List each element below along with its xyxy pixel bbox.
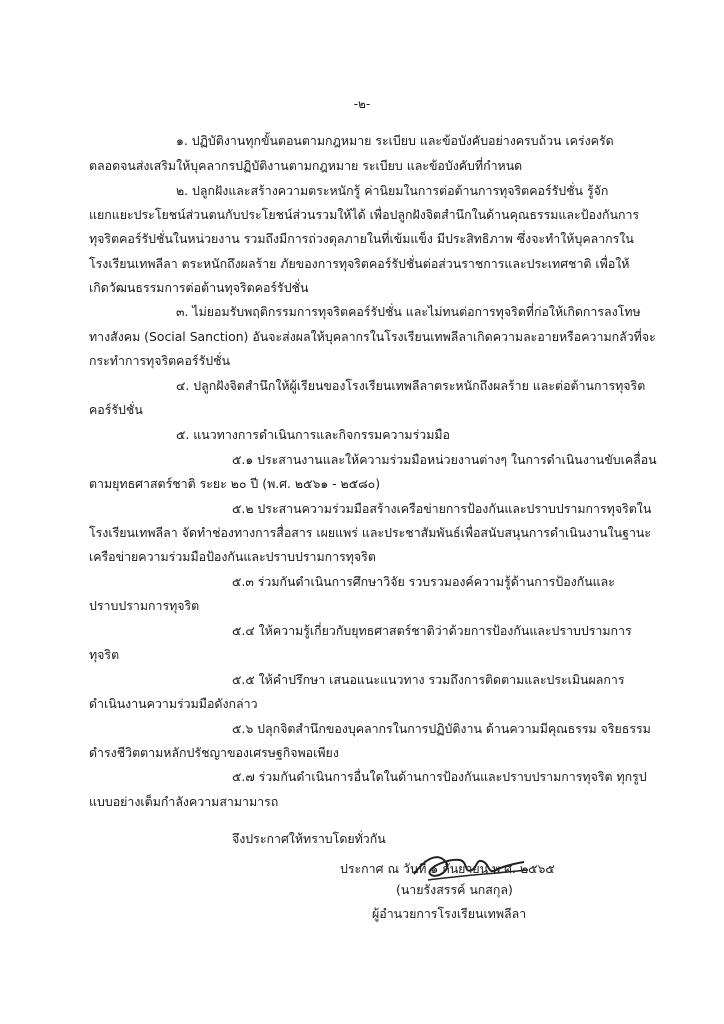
- text-line: ๔. ปลูกฝังจิตสำนึกให้ผู้เรียนของโรงเรียนเทพลีลาตระหนักถึงผลร้าย และต่อต้านการทุจริต: [176, 378, 646, 393]
- text-line: เครือข่ายความร่วมมือป้องกันและปราบปรามการทุจริต: [89, 549, 376, 564]
- text-line: ๕.๕ ให้คำปรึกษา เสนอแนะแนวทาง รวมถึงการติดตามและประเมินผลการ: [232, 672, 625, 687]
- text-line: ๕.๗ ร่วมกันดำเนินการอื่นใดในด้านการป้องกันและปราบปรามการทุจริต ทุกรูป: [232, 769, 647, 784]
- text-line: ปราบปรามการทุจริต: [89, 598, 200, 613]
- text-line: ๓. ไม่ยอมรับพฤติกรรมการทุจริตคอร์รัปชั่น และไม่ทนต่อการทุจริตที่ก่อให้เกิดการลงโทษ: [176, 304, 641, 319]
- text-line: โรงเรียนเทพลีลา ตระหนักถึงผลร้าย ภัยของการทุจริตคอร์รัปชั่นต่อส่วนราชการและประเทศชาติ เพื่อให้: [89, 256, 630, 271]
- text-line: ตลอดจนส่งเสริมให้บุคลากรปฏิบัติงานตามกฎหมาย ระเบียบ และข้อบังคับที่กำหนด: [89, 158, 523, 173]
- page-number: -๒-: [353, 97, 371, 111]
- text-line: แยกแยะประโยชน์ส่วนตนกับประโยชน์ส่วนรวมให้ได้ เพื่อปลูกฝังจิตสำนึกในด้านคุณธรรมและป้องกันการ: [89, 207, 640, 222]
- text-line: ๕.๓ ร่วมกันดำเนินการศึกษาวิจัย รวบรวมองค์ความรู้ด้านการป้องกันและ: [232, 574, 615, 589]
- text-line: คอร์รัปชั่น: [89, 402, 143, 417]
- text-line: ดำรงชีวิตตามหลักปรัชญาของเศรษฐกิจพอเพียง: [89, 745, 339, 760]
- text-line: ๒. ปลูกฝังและสร้างความตระหนักรู้ ค่านิยมในการต่อต้านการทุจริตคอร์รัปชั่น รู้จัก: [176, 183, 609, 198]
- text-line: ๑. ปฏิบัติงานทุกขั้นตอนตามกฎหมาย ระเบียบ และข้อบังคับอย่างครบถ้วน เคร่งครัด: [176, 133, 614, 148]
- text-line: ๕.๖ ปลุกจิตสำนึกของบุคลากรในการปฏิบัติงาน ด้านความมีคุณธรรม จริยธรรม: [232, 721, 651, 736]
- closing-statement: จึงประกาศให้ทราบโดยทั่วกัน: [232, 831, 386, 846]
- text-line: แบบอย่างเต็มกำลังความสามามารถ: [89, 794, 279, 809]
- text-line: กระทำการทุจริตคอร์รัปชั่น: [89, 353, 230, 368]
- text-line: ทุจริต: [89, 647, 120, 662]
- text-line: ๕.๑ ประสานงานและให้ความร่วมมือหน่วยงานต่างๆ ในการดำเนินงานขับเคลื่อน: [232, 452, 657, 467]
- text-line: ทุจริตคอร์รัปชั่นในหน่วยงาน รวมถึงมีการถ่วงดุลภายในที่เข้มแข็ง มีประสิทธิภาพ ซึ่งจะทำให้บุคลากรใน: [89, 231, 634, 246]
- text-line: ๕.๔ ให้ความรู้เกี่ยวกับยุทธศาสตร์ชาติว่าด้วยการป้องกันและปราบปรามการ: [232, 623, 632, 638]
- signatory-name: (นายรังสรรค์ นกสกุล): [396, 882, 513, 897]
- text-line: ทางสังคม (Social Sanction) อันจะส่งผลให้บุคลากรในโรงเรียนเทพลีลาเกิดความละอายหรือความกลัวที่จะ: [89, 329, 656, 344]
- signatory-title: ผู้อำนวยการโรงเรียนเทพลีลา: [372, 906, 527, 921]
- text-line: โรงเรียนเทพลีลา จัดทำช่องทางการสื่อสาร เผยแพร่ และประชาสัมพันธ์เพื่อสนับสนุนการดำเนินงานในฐานะ: [89, 525, 652, 540]
- text-line: เกิดวัฒนธรรมการต่อต้านทุจริตคอร์รัปชั่น: [89, 280, 309, 295]
- text-line: ตามยุทธศาสตร์ชาติ ระยะ ๒๐ ปี (พ.ศ. ๒๕๖๑ - ๒๕๘๐): [89, 476, 381, 491]
- text-line: ๕.๒ ประสานความร่วมมือสร้างเครือข่ายการป้องกันและปราบปรามการทุจริตใน: [232, 501, 652, 516]
- text-line: ๕. แนวทางการดำเนินการและกิจกรรมความร่วมมือ: [176, 427, 450, 442]
- announcement-date: ประกาศ ณ วันที่ ๑ กันยายน พ.ศ. ๒๕๖๕: [340, 861, 555, 876]
- text-line: ดำเนินงานความร่วมมือดังกล่าว: [89, 696, 258, 711]
